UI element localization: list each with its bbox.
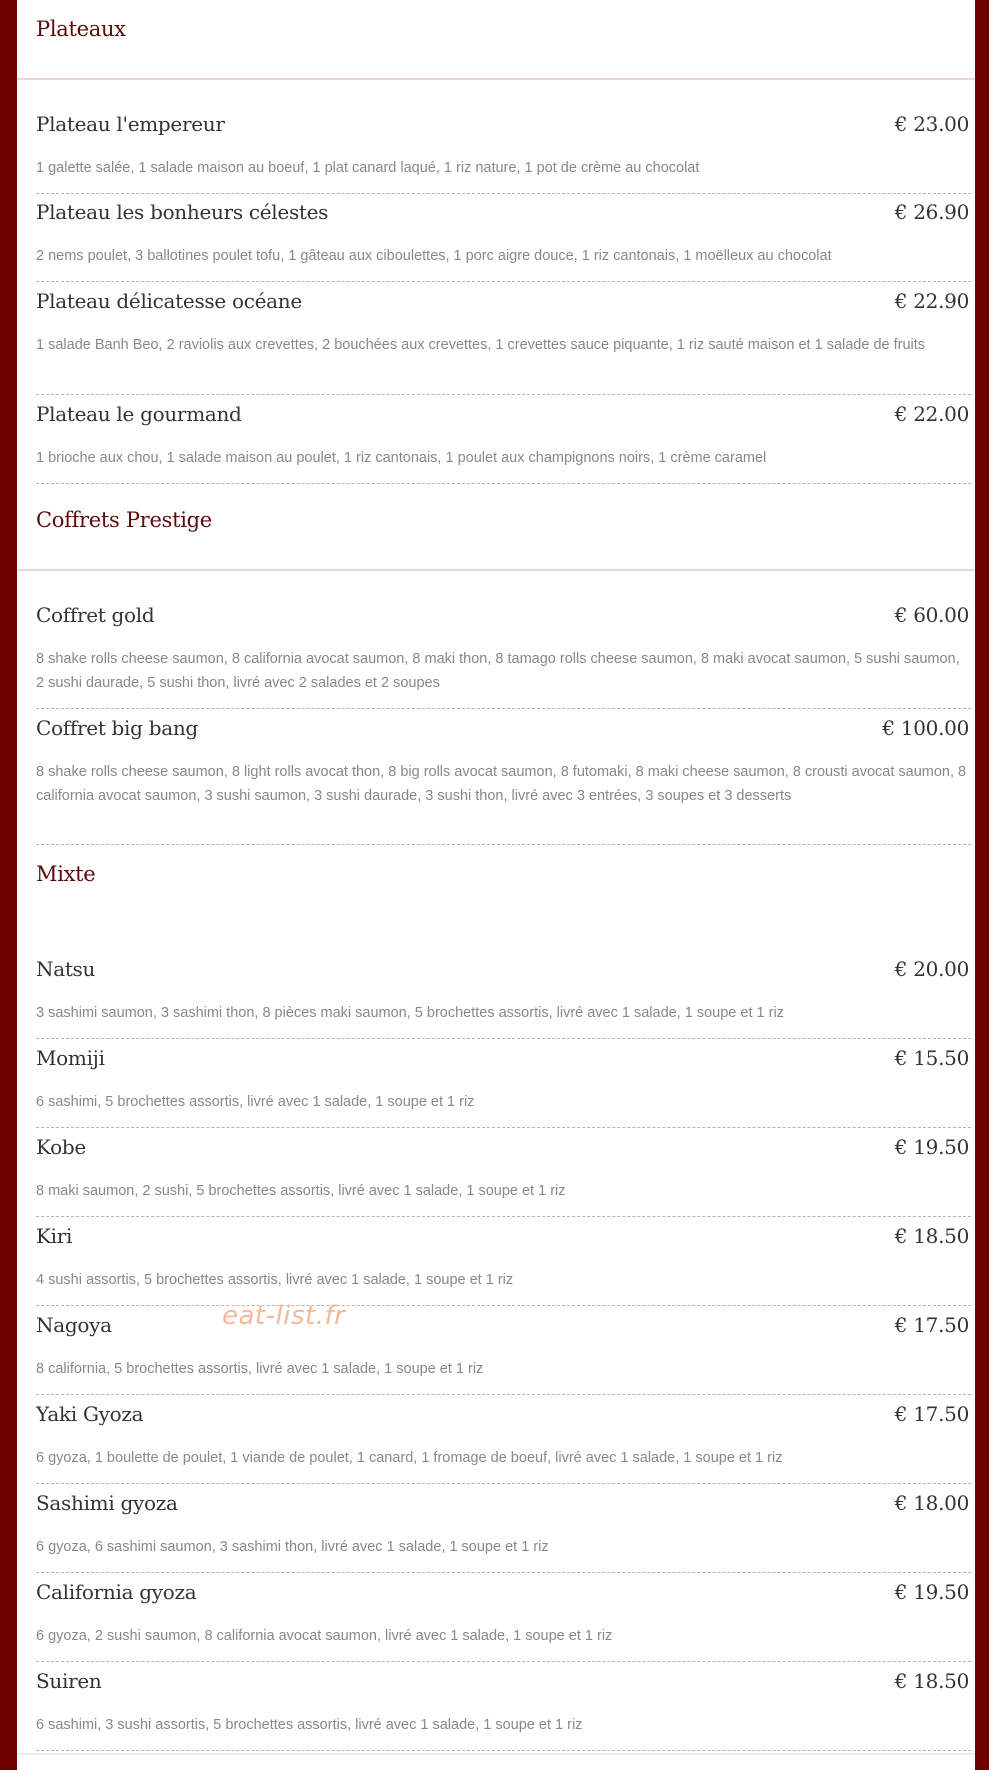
section-divider	[17, 78, 975, 80]
item-description: 6 gyoza, 6 sashimi saumon, 3 sashimi thon, livré avec 1 salade, 1 soupe et 1 riz	[36, 1539, 549, 1555]
item-name: Kobe	[36, 1135, 86, 1159]
item-name: Yaki Gyoza	[36, 1402, 144, 1426]
item-description: 4 sushi assortis, 5 brochettes assortis, livré avec 1 salade, 1 soupe et 1 riz	[36, 1272, 514, 1288]
item-name: Plateau les bonheurs célestes	[36, 200, 329, 224]
item-price: € 100.00	[882, 716, 969, 740]
item-name: Plateau le gourmand	[36, 402, 242, 426]
item-name: Coffret big bang	[36, 716, 198, 740]
item-price: € 18.00	[894, 1491, 969, 1515]
item-name: Plateau délicatesse océane	[36, 289, 302, 313]
menu-item	[36, 402, 971, 484]
section-title-coffrets-prestige: Coffrets Prestige	[36, 508, 212, 532]
item-price: € 19.50	[894, 1580, 969, 1604]
item-description: 8 california, 5 brochettes assortis, livré avec 1 salade, 1 soupe et 1 riz	[36, 1361, 484, 1377]
item-price: € 23.00	[894, 112, 969, 136]
item-price: € 22.90	[894, 289, 969, 313]
item-name: Plateau l'empereur	[36, 112, 225, 136]
item-price: € 60.00	[894, 603, 969, 627]
item-price: € 18.50	[894, 1224, 969, 1248]
menu-item	[36, 716, 971, 845]
bottom-divider	[17, 1753, 975, 1755]
menu-item	[36, 1046, 971, 1128]
item-price: € 17.50	[894, 1402, 969, 1426]
menu-item	[36, 1224, 971, 1306]
section-title-plateaux: Plateaux	[36, 17, 126, 41]
menu-item	[36, 957, 971, 1039]
item-name: Nagoya	[36, 1313, 112, 1337]
item-name: Suiren	[36, 1669, 102, 1693]
menu-item	[36, 603, 971, 709]
menu-item	[36, 1669, 971, 1751]
item-description: 1 salade Banh Beo, 2 raviolis aux crevettes, 2 bouchées aux crevettes, 1 crevettes sauce piquante, 1 riz sauté maison et 1 salade de fruits	[36, 337, 926, 353]
item-price: € 15.50	[894, 1046, 969, 1070]
item-name: Momiji	[36, 1046, 105, 1070]
item-description: 1 galette salée, 1 salade maison au boeuf, 1 plat canard laqué, 1 riz nature, 1 pot de crème au chocolat	[36, 160, 700, 176]
item-description: 1 brioche aux chou, 1 salade maison au poulet, 1 riz cantonais, 1 poulet aux champignons noirs, 1 crème caramel	[36, 450, 767, 466]
item-description: 6 gyoza, 2 sushi saumon, 8 california avocat saumon, livré avec 1 salade, 1 soupe et 1 riz	[36, 1628, 613, 1644]
item-price: € 18.50	[894, 1669, 969, 1693]
item-name: Coffret gold	[36, 603, 155, 627]
item-name: California gyoza	[36, 1580, 197, 1604]
watermark: eat-list.fr	[222, 1301, 346, 1331]
item-price: € 22.00	[894, 402, 969, 426]
item-description: 6 sashimi, 3 sushi assortis, 5 brochettes assortis, livré avec 1 salade, 1 soupe et 1 riz	[36, 1717, 583, 1733]
item-name: Kiri	[36, 1224, 73, 1248]
menu-item	[36, 289, 971, 395]
menu-item	[36, 1313, 971, 1395]
menu-item	[36, 1491, 971, 1573]
item-description: 6 gyoza, 1 boulette de poulet, 1 viande de poulet, 1 canard, 1 fromage de boeuf, livré avec 1 salade, 1 soupe et 1 riz	[36, 1450, 783, 1466]
section-title-mixte: Mixte	[36, 862, 96, 886]
item-description: 6 sashimi, 5 brochettes assortis, livré avec 1 salade, 1 soupe et 1 riz	[36, 1094, 475, 1110]
item-description: 3 sashimi saumon, 3 sashimi thon, 8 pièces maki saumon, 5 brochettes assortis, livré avec 1 salade, 1 soupe et 1 riz	[36, 1005, 784, 1021]
menu-item	[36, 1580, 971, 1662]
menu-item	[36, 112, 971, 194]
menu-item	[36, 1402, 971, 1484]
item-description: 8 shake rolls cheese saumon, 8 california avocat saumon, 8 maki thon, 8 tamago rolls cheese saumon, 8 maki avocat saumon, 5 sushi saumon, 2 sushi daurade, 5 sushi thon, livré avec 2 salades et 2 soupes	[36, 651, 960, 691]
item-description: 2 nems poulet, 3 ballotines poulet tofu, 1 gâteau aux ciboulettes, 1 porc aigre douce, 1 riz cantonais, 1 moëlleux au chocolat	[36, 248, 832, 264]
menu-item	[36, 200, 971, 282]
section-divider	[17, 569, 975, 571]
item-price: € 26.90	[894, 200, 969, 224]
item-description: 8 shake rolls cheese saumon, 8 light rolls avocat thon, 8 big rolls avocat saumon, 8 futomaki, 8 maki cheese saumon, 8 crousti avocat saumon, 8 california avocat saumon, 3 sushi saumon, 3 sushi daurade, 3 sushi thon, livré avec 3 entrées, 3 soupes et 3 desserts	[36, 764, 967, 804]
item-description: 8 maki saumon, 2 sushi, 5 brochettes assortis, livré avec 1 salade, 1 soupe et 1 riz	[36, 1183, 566, 1199]
item-price: € 17.50	[894, 1313, 969, 1337]
menu-page	[17, 0, 975, 1770]
item-name: Sashimi gyoza	[36, 1491, 178, 1515]
menu-item	[36, 1135, 971, 1217]
item-name: Natsu	[36, 957, 96, 981]
item-price: € 19.50	[894, 1135, 969, 1159]
item-price: € 20.00	[894, 957, 969, 981]
